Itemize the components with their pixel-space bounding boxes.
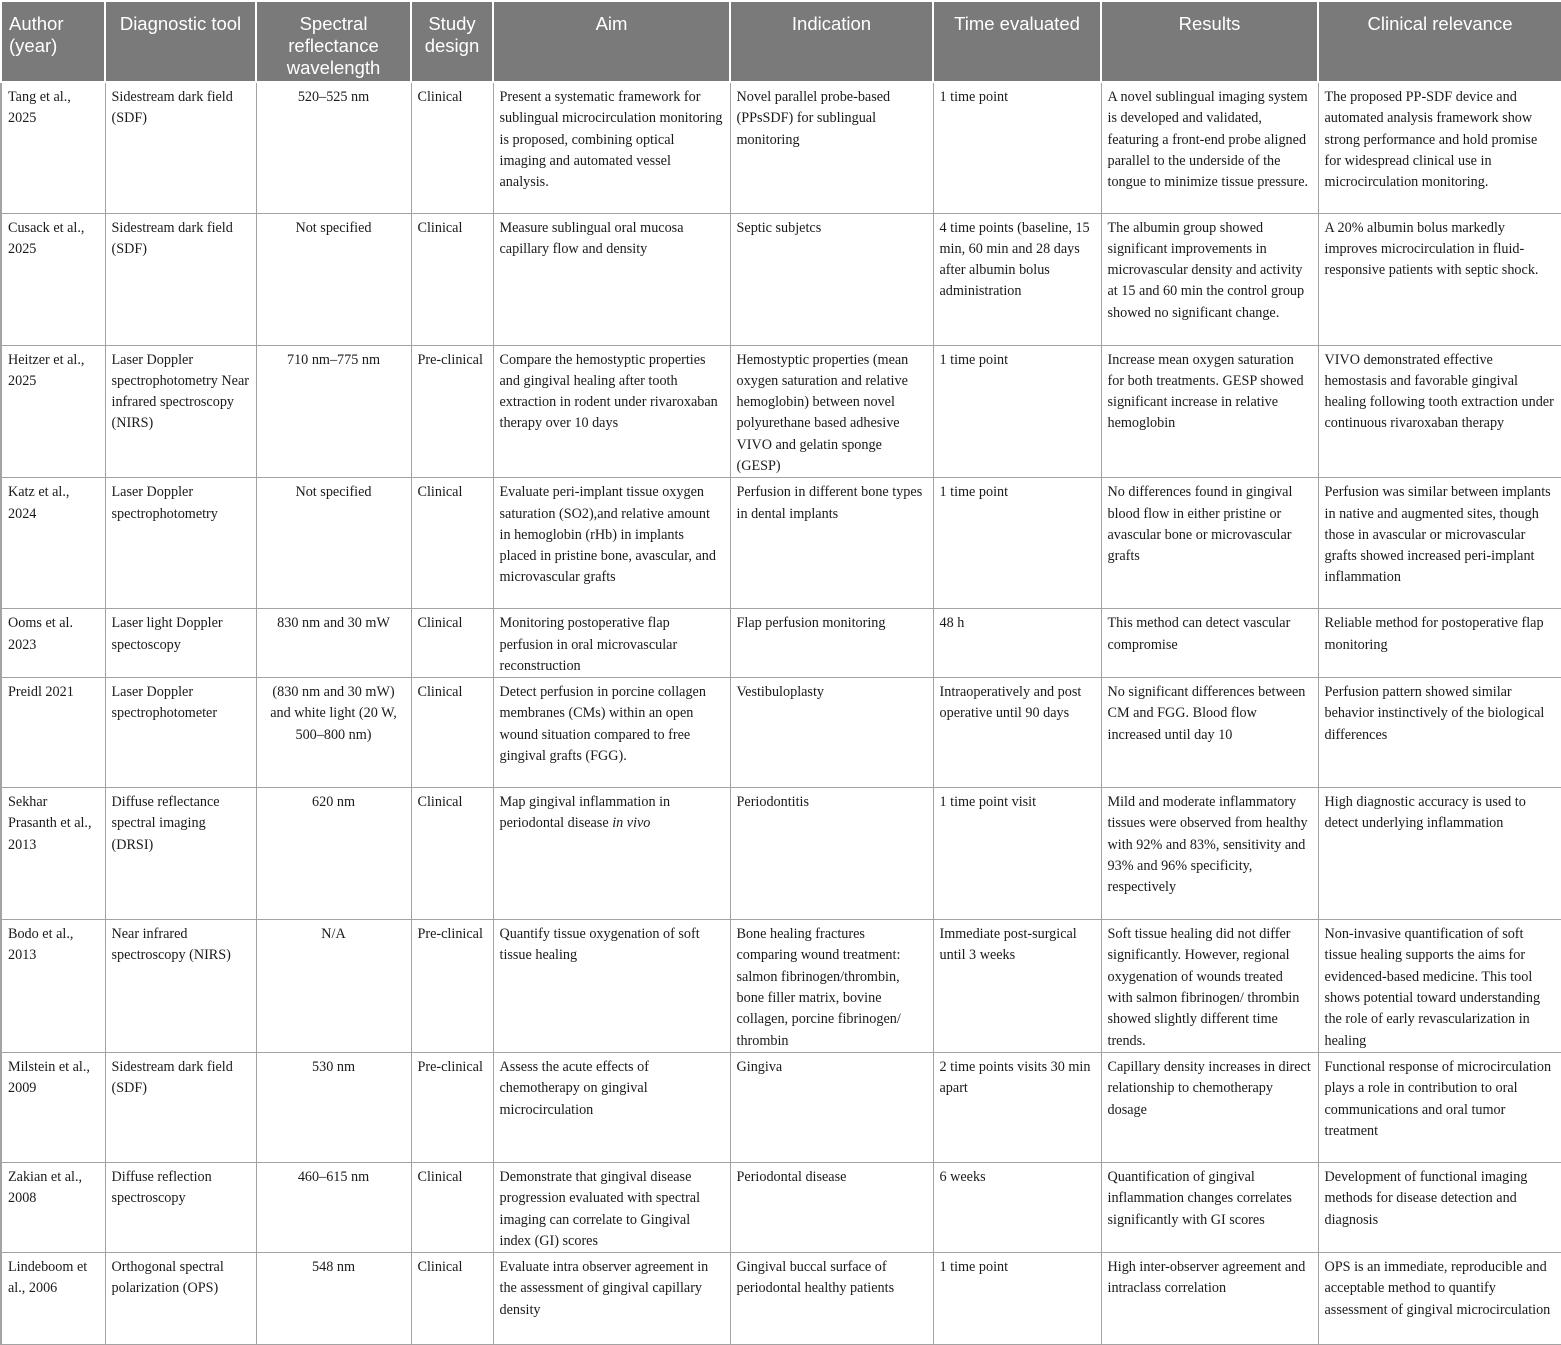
cell-aim: Detect perfusion in porcine collagen membranes (CMs) within an open wound situation compared to free gingival grafts (FGG). (493, 678, 730, 788)
cell-time: 1 time point (933, 345, 1101, 478)
cell-results: Soft tissue healing did not differ significantly. However, regional oxygenation of wounds treated with salmon fibrinogen/ thrombin showed slightly different time trends. (1101, 920, 1318, 1053)
cell-design: Clinical (411, 788, 493, 920)
header-clinical-relevance: Clinical relevance (1318, 1, 1561, 82)
cell-indication: Bone healing fractures comparing wound treatment: salmon fibrinogen/thrombin, bone filler matrix, bovine collagen, porcine fibrinogen/ thrombin (730, 920, 933, 1053)
cell-relevance: Non-invasive quantification of soft tissue healing supports the aims for evidenced-based medicine. This tool shows potential toward understanding the role of early revascularization in healing (1318, 920, 1561, 1053)
cell-aim: Quantify tissue oxygenation of soft tissue healing (493, 920, 730, 1053)
cell-aim: Monitoring postoperative flap perfusion in oral microvascular reconstruction (493, 609, 730, 678)
cell-results: No differences found in gingival blood flow in either pristine or avascular bone or microvascular grafts (1101, 478, 1318, 609)
cell-author: Bodo et al., 2013 (1, 920, 105, 1053)
header-time-evaluated: Time evaluated (933, 1, 1101, 82)
table-row (1, 1162, 1561, 1252)
cell-wavelength: 520–525 nm (256, 82, 411, 213)
cell-results: The albumin group showed significant improvements in microvascular density and activity at 15 and 60 min the control group showed no significant change. (1101, 213, 1318, 345)
cell-results: High inter-observer agreement and intraclass correlation (1101, 1253, 1318, 1345)
cell-aim: Evaluate peri-implant tissue oxygen saturation (SO2),and relative amount in hemoglobin (rHb) in implants placed in pristine bone, avascular, and microvascular grafts (493, 478, 730, 609)
cell-time: 1 time point (933, 478, 1101, 609)
cell-design: Clinical (411, 678, 493, 788)
cell-relevance: Perfusion was similar between implants in native and augmented sites, though those in avascular or microvascular grafts showed increased peri-implant inflammation (1318, 478, 1561, 609)
header-row (1, 1, 1561, 82)
cell-tool: Sidestream dark field (SDF) (105, 213, 256, 345)
cell-tool: Sidestream dark field (SDF) (105, 1052, 256, 1162)
cell-relevance: Development of functional imaging methods for disease detection and diagnosis (1318, 1162, 1561, 1252)
cell-indication: Gingiva (730, 1052, 933, 1162)
cell-indication: Vestibuloplasty (730, 678, 933, 788)
cell-design: Clinical (411, 478, 493, 609)
cell-indication: Novel parallel probe-based (PPsSDF) for sublingual monitoring (730, 82, 933, 213)
cell-aim-text: Map gingival inflammation in periodontal disease (499, 794, 671, 832)
cell-tool: Diffuse reflectance spectral imaging (DRSI) (105, 788, 256, 920)
cell-relevance: The proposed PP-SDF device and automated analysis framework show strong performance and hold promise for widespread clinical use in microcirculation monitoring. (1318, 82, 1561, 213)
cell-tool: Near infrared spectroscopy (NIRS) (105, 920, 256, 1053)
cell-author: Tang et al., 2025 (1, 82, 105, 213)
cell-design: Pre-clinical (411, 920, 493, 1053)
cell-aim: Assess the acute effects of chemotherapy on gingival microcirculation (493, 1052, 730, 1162)
cell-relevance: Functional response of microcirculation plays a role in contribution to oral communications and oral tumor treatment (1318, 1052, 1561, 1162)
table-row (1, 345, 1561, 478)
table-row (1, 1253, 1561, 1345)
cell-aim-italic: in vivo (612, 815, 651, 832)
cell-time: 1 time point visit (933, 788, 1101, 920)
cell-relevance: VIVO demonstrated effective hemostasis and favorable gingival healing following tooth extraction under continuous rivaroxaban therapy (1318, 345, 1561, 478)
cell-indication: Septic subjetcs (730, 213, 933, 345)
cell-indication: Periodontitis (730, 788, 933, 920)
cell-aim: Measure sublingual oral mucosa capillary flow and density (493, 213, 730, 345)
cell-tool: Laser Doppler spectrophotometry (105, 478, 256, 609)
cell-author: Zakian et al., 2008 (1, 1162, 105, 1252)
cell-wavelength: Not specified (256, 478, 411, 609)
header-diagnostic-tool: Diagnostic tool (105, 1, 256, 82)
cell-results: A novel sublingual imaging system is developed and validated, featuring a front-end probe aligned parallel to the underside of the tongue to minimize tissue pressure. (1101, 82, 1318, 213)
cell-indication: Perfusion in different bone types in dental implants (730, 478, 933, 609)
cell-design: Clinical (411, 1162, 493, 1252)
cell-aim: Demonstrate that gingival disease progression evaluated with spectral imaging can correlate to Gingival index (GI) scores (493, 1162, 730, 1252)
table-row (1, 213, 1561, 345)
cell-relevance: Reliable method for postoperative flap monitoring (1318, 609, 1561, 678)
cell-time: Immediate post-surgical until 3 weeks (933, 920, 1101, 1053)
cell-indication: Hemostyptic properties (mean oxygen saturation and relative hemoglobin) between novel polyurethane based adhesive VIVO and gelatin sponge (GESP) (730, 345, 933, 478)
cell-design: Clinical (411, 82, 493, 213)
cell-wavelength: 530 nm (256, 1052, 411, 1162)
cell-tool: Diffuse reflection spectroscopy (105, 1162, 256, 1252)
cell-author: Ooms et al. 2023 (1, 609, 105, 678)
cell-aim: Evaluate intra observer agreement in the assessment of gingival capillary density (493, 1253, 730, 1345)
header-study-design: Study design (411, 1, 493, 82)
cell-wavelength: 830 nm and 30 mW (256, 609, 411, 678)
cell-relevance: OPS is an immediate, reproducible and acceptable method to quantify assessment of gingival microcirculation (1318, 1253, 1561, 1345)
table-row (1, 478, 1561, 609)
cell-wavelength: Not specified (256, 213, 411, 345)
cell-author: Lindeboom et al., 2006 (1, 1253, 105, 1345)
cell-results: Mild and moderate inflammatory tissues were observed from healthy with 92% and 83%, sensitivity and 93% and 96% specificity, respectively (1101, 788, 1318, 920)
cell-wavelength: 548 nm (256, 1253, 411, 1345)
cell-tool: Laser Doppler spectrophotometer (105, 678, 256, 788)
cell-design: Pre-clinical (411, 1052, 493, 1162)
cell-author: Sekhar Prasanth et al., 2013 (1, 788, 105, 920)
cell-aim: Compare the hemostyptic properties and gingival healing after tooth extraction in rodent under rivaroxaban therapy over 10 days (493, 345, 730, 478)
header-author: Author (year) (1, 1, 105, 82)
cell-aim (493, 788, 730, 920)
table-row (1, 82, 1561, 213)
cell-design: Clinical (411, 609, 493, 678)
cell-indication: Periodontal disease (730, 1162, 933, 1252)
cell-time: 4 time points (baseline, 15 min, 60 min and 28 days after albumin bolus administration (933, 213, 1101, 345)
header-indication: Indication (730, 1, 933, 82)
cell-author: Heitzer et al., 2025 (1, 345, 105, 478)
cell-relevance: Perfusion pattern showed similar behavior instinctively of the biological differences (1318, 678, 1561, 788)
cell-wavelength: 460–615 nm (256, 1162, 411, 1252)
cell-tool: Laser Doppler spectrophotometry Near infrared spectroscopy (NIRS) (105, 345, 256, 478)
cell-indication: Gingival buccal surface of periodontal healthy patients (730, 1253, 933, 1345)
cell-indication: Flap perfusion monitoring (730, 609, 933, 678)
table-row (1, 788, 1561, 920)
cell-wavelength: (830 nm and 30 mW) and white light (20 W, 500–800 nm) (256, 678, 411, 788)
cell-time: 6 weeks (933, 1162, 1101, 1252)
cell-design: Clinical (411, 213, 493, 345)
cell-relevance: A 20% albumin bolus markedly improves microcirculation in fluid-responsive patients with septic shock. (1318, 213, 1561, 345)
cell-results: Quantification of gingival inflammation changes correlates significantly with GI scores (1101, 1162, 1318, 1252)
cell-tool: Orthogonal spectral polarization (OPS) (105, 1253, 256, 1345)
cell-aim: Present a systematic framework for sublingual microcirculation monitoring is proposed, combining optical imaging and automated vessel analysis. (493, 82, 730, 213)
cell-time: 48 h (933, 609, 1101, 678)
cell-author: Preidl 2021 (1, 678, 105, 788)
cell-tool: Sidestream dark field (SDF) (105, 82, 256, 213)
cell-time: 1 time point (933, 1253, 1101, 1345)
cell-results: This method can detect vascular compromise (1101, 609, 1318, 678)
cell-results: Increase mean oxygen saturation for both treatments. GESP showed significant increase in relative hemoglobin (1101, 345, 1318, 478)
cell-wavelength: 620 nm (256, 788, 411, 920)
cell-wavelength: 710 nm–775 nm (256, 345, 411, 478)
cell-author: Cusack et al., 2025 (1, 213, 105, 345)
cell-results: Capillary density increases in direct relationship to chemotherapy dosage (1101, 1052, 1318, 1162)
cell-results: No significant differences between CM and FGG. Blood flow increased until day 10 (1101, 678, 1318, 788)
cell-relevance: High diagnostic accuracy is used to detect underlying inflammation (1318, 788, 1561, 920)
cell-design: Clinical (411, 1253, 493, 1345)
cell-time: 2 time points visits 30 min apart (933, 1052, 1101, 1162)
cell-author: Milstein et al., 2009 (1, 1052, 105, 1162)
table-row (1, 920, 1561, 1053)
table-row (1, 609, 1561, 678)
table-row (1, 678, 1561, 788)
header-results: Results (1101, 1, 1318, 82)
cell-design: Pre-clinical (411, 345, 493, 478)
cell-time: 1 time point (933, 82, 1101, 213)
cell-wavelength: N/A (256, 920, 411, 1053)
cell-tool: Laser light Doppler spectoscopy (105, 609, 256, 678)
cell-time: Intraoperatively and post operative until 90 days (933, 678, 1101, 788)
header-wavelength: Spectral reflectance wavelength (256, 1, 411, 82)
header-aim: Aim (493, 1, 730, 82)
cell-author: Katz et al., 2024 (1, 478, 105, 609)
table-row (1, 1052, 1561, 1162)
